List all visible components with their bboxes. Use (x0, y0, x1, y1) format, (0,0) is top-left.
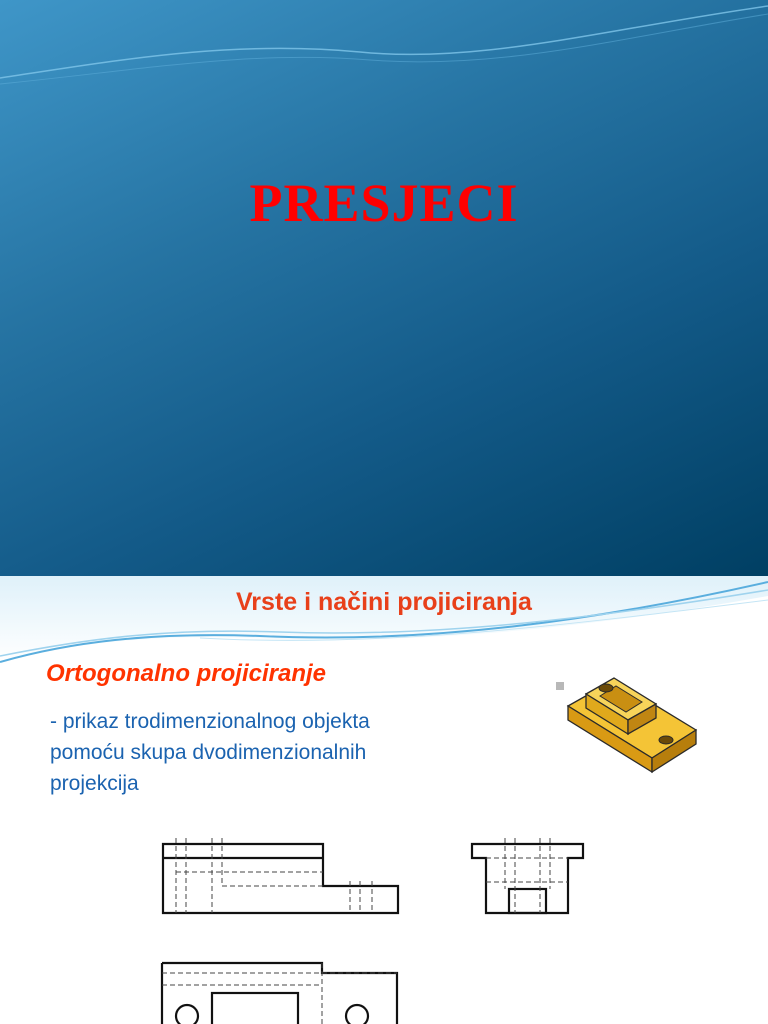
orthographic-views (0, 576, 768, 1024)
slide-title: PRESJECI (249, 173, 519, 233)
content-slide (0, 576, 768, 1024)
description-line: pomoću skupa dvodimenzionalnih (50, 741, 367, 764)
description-line: - prikaz trodimenzionalnog objekta (50, 710, 370, 733)
banner-title: Vrste i načini projiciranja (236, 588, 532, 616)
section-heading: Ortogonalno projiciranje (46, 660, 327, 687)
description-line: projekcija (50, 772, 139, 795)
